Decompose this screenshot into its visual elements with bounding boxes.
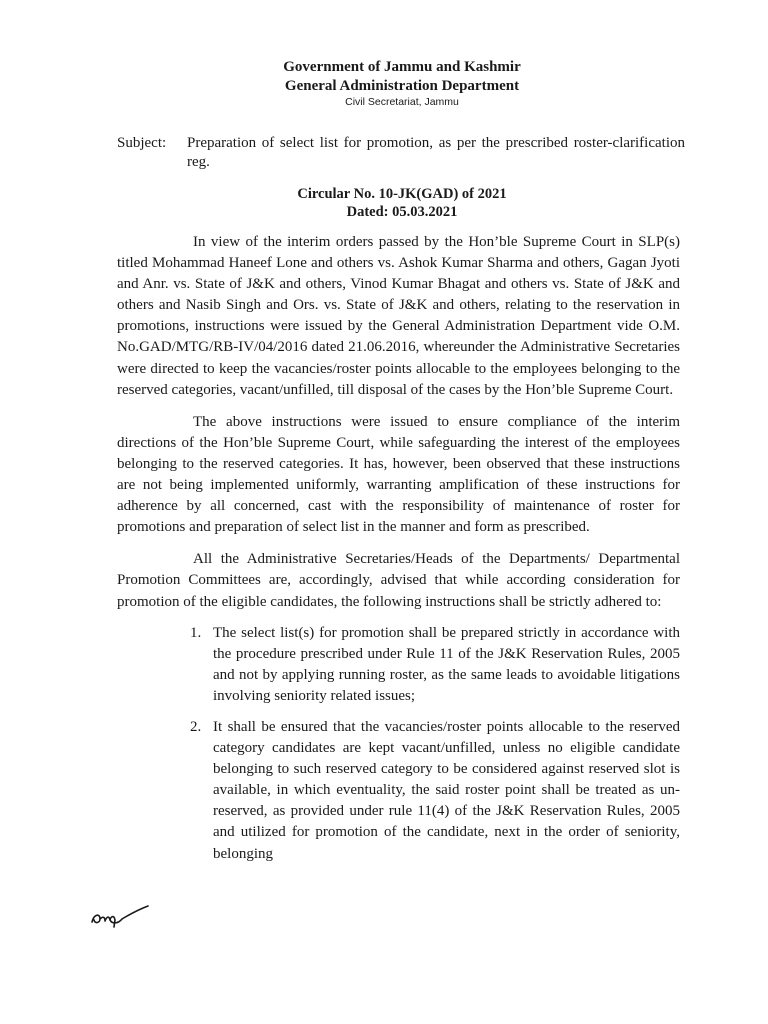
initials-signature bbox=[88, 900, 152, 934]
document-body bbox=[117, 232, 680, 875]
instruction-item bbox=[117, 623, 680, 707]
circular-number: Circular No. 10-JK(GAD) of 2021 bbox=[297, 186, 507, 202]
instruction-text: The select list(s) for promotion shall be prepared strictly in accordance with the procedure prescribed under Rule 11 of the J&K Reservation Rules, 2005 and not by applying running roster, as the same leads to avoidable litigations involving seniority related issues; bbox=[213, 624, 680, 704]
paragraph-3: All the Administrative Secretaries/Heads of the Departments/ Departmental Promotion Committees are, accordingly, advised that while according consideration for promotion of the eligible candidates, the following instructions shall be strictly adhered to: bbox=[117, 551, 680, 610]
office-location: Civil Secretariat, Jammu bbox=[345, 96, 459, 108]
paragraph-2: The above instructions were issued to ensure compliance of the interim directions of the Hon’ble Supreme Court, while safeguarding the interest of the employees belonging to the reserved categories. It has, however, been observed that these instructions are not being implemented uniformly, warranting amplification of these instructions for adherence by all concerned, cast with the responsibility of maintenance of roster for promotions and preparation of select list in the manner and form as prescribed. bbox=[117, 413, 680, 536]
paragraph-1: In view of the interim orders passed by the Hon’ble Supreme Court in SLP(s) titled Mohammad Haneef Lone and others vs. Ashok Kumar Sharma and others, Gagan Jyoti and Anr. vs. State of J&K and others, Vinod Kumar Bhagat and others vs. State of J&K and others and Nasib Singh and Ors. vs. State of J&K and others, relating to the reservation in promotions, instructions were issued by the General Administration Department vide O.M. No.GAD/MTG/RB-IV/04/2016 dated 21.06.2016, whereunder the Administrative Secretaries were directed to keep the vacancies/roster points allocable to the employees belonging to the reserved categories, vacant/unfilled, till disposal of the cases by the Hon’ble Supreme Court. bbox=[117, 234, 680, 398]
subject-line bbox=[117, 134, 685, 172]
subject-label: Subject: bbox=[117, 135, 167, 151]
instruction-text: It shall be ensured that the vacancies/roster points allocable to the reserved category candidates are kept vacant/unfilled, unless no eligible candidate belonging to such reserved category to be considered against reserved slot is available, in which eventuality, the said roster point shall be treated as un-reserved, as provided under rule 11(4) of the J&K Reservation Rules, 2005 and utilized for promotion of the candidate, next in the order of seniority, belonging bbox=[213, 718, 680, 862]
instruction-number: 2. bbox=[190, 718, 202, 735]
circular-heading bbox=[0, 185, 768, 221]
department-title: General Administration Department bbox=[284, 78, 520, 94]
instruction-item bbox=[117, 717, 680, 865]
government-title: Government of Jammu and Kashmir bbox=[283, 59, 521, 75]
document-header bbox=[0, 58, 768, 109]
subject-text: Preparation of select list for promotion, as per the prescribed roster-clarification reg. bbox=[187, 135, 685, 170]
instruction-list bbox=[117, 623, 680, 865]
circular-date: Dated: 05.03.2021 bbox=[346, 204, 458, 220]
instruction-number: 1. bbox=[190, 624, 202, 641]
